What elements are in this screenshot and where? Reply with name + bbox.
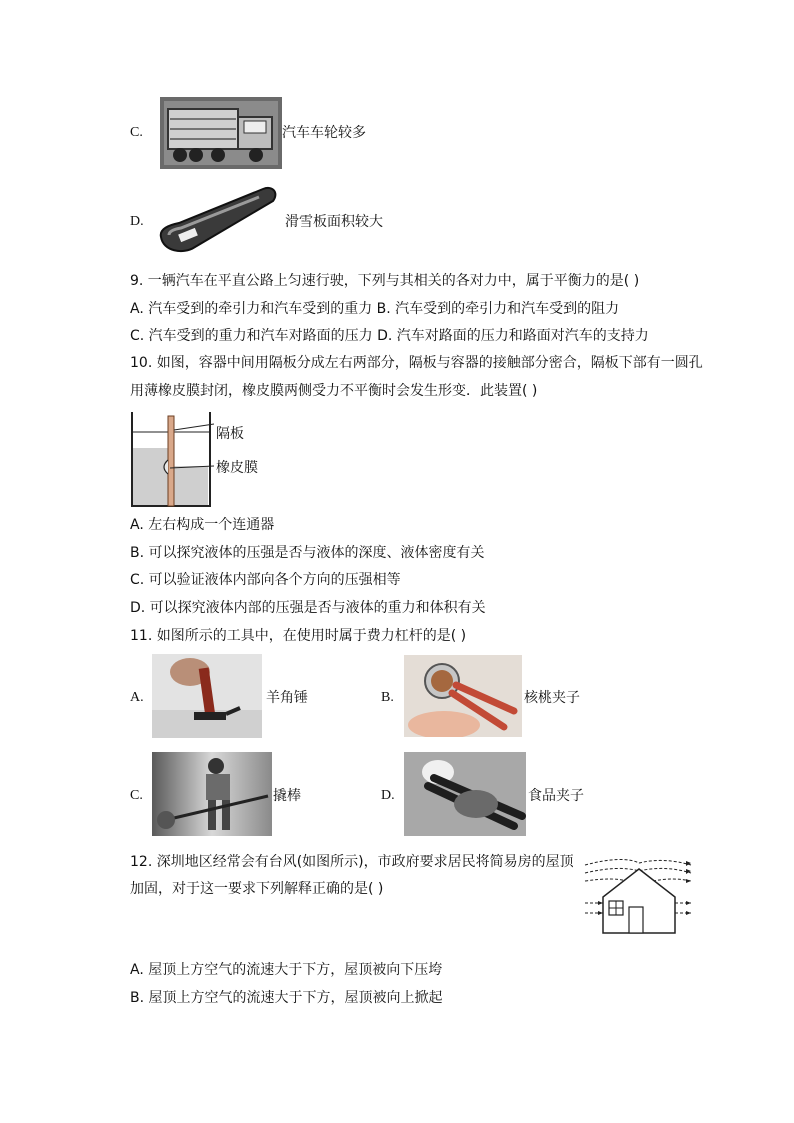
- partition-label: 隔板: [216, 426, 244, 442]
- q11-option-a-text: 羊角锤: [266, 690, 308, 706]
- question-10-option-d: D. 可以探究液体内部的压强是否与液体的重力和体积有关: [130, 600, 486, 616]
- snowboard-photo: [155, 185, 281, 257]
- claw-hammer-photo: [152, 654, 262, 738]
- membrane-leader-line: [170, 462, 216, 472]
- q11-option-a-letter: A.: [130, 690, 144, 705]
- question-10-option-b: B. 可以探究液体的压强是否与液体的深度、液体密度有关: [130, 545, 485, 561]
- truck-photo: [160, 97, 282, 169]
- question-12-stem-line2: 加固，对于这一要求下列解释正确的是( ): [130, 881, 384, 897]
- question-10-option-c: C. 可以验证液体内部向各个方向的压强相等: [130, 572, 401, 588]
- q11-option-b-letter: B.: [381, 690, 394, 705]
- q11-option-c-letter: C.: [130, 788, 143, 803]
- question-9-stem: 9. 一辆汽车在平直公路上匀速行驶，下列与其相关的各对力中，属于平衡力的是( ): [130, 273, 640, 289]
- question-12-option-a: A. 屋顶上方空气的流速大于下方，屋顶被向下压垮: [130, 962, 443, 978]
- food-tongs-photo: [404, 752, 526, 836]
- nutcracker-photo: [404, 655, 522, 737]
- question-12-option-b: B. 屋顶上方空气的流速大于下方，屋顶被向上掀起: [130, 990, 443, 1006]
- option-d-letter: D.: [130, 214, 144, 229]
- question-10-stem-line2: 用薄橡皮膜封闭，橡皮膜两侧受力不平衡时会发生形变．此装置( ): [130, 383, 538, 399]
- question-9-options-row2: C. 汽车受到的重力和汽车对路面的压力 D. 汽车对路面的压力和路面对汽车的支持力: [130, 328, 649, 344]
- crowbar-photo: [152, 752, 272, 836]
- option-c-text: 汽车车轮较多: [282, 125, 366, 141]
- q11-option-c-text: 撬棒: [273, 788, 301, 804]
- q11-option-b-text: 核桃夹子: [524, 690, 580, 706]
- question-12-stem-line1: 12. 深圳地区经常会有台风(如图所示)，市政府要求居民将简易房的屋顶: [130, 854, 574, 870]
- question-11-stem: 11. 如图所示的工具中，在使用时属于费力杠杆的是( ): [130, 628, 467, 644]
- question-9-options-row1: A. 汽车受到的牵引力和汽车受到的重力 B. 汽车受到的牵引力和汽车受到的阻力: [130, 301, 620, 317]
- q11-option-d-letter: D.: [381, 788, 395, 803]
- question-10-stem-line1: 10. 如图，容器中间用隔板分成左右两部分，隔板与容器的接触部分密合，隔板下部有一圆孔: [130, 355, 703, 371]
- option-c-letter: C.: [130, 125, 143, 140]
- question-10-option-a: A. 左右构成一个连通器: [130, 517, 275, 533]
- option-d-text: 滑雪板面积较大: [285, 214, 383, 230]
- typhoon-house-diagram: [583, 855, 695, 937]
- membrane-label: 橡皮膜: [216, 460, 258, 476]
- q11-option-d-text: 食品夹子: [528, 788, 584, 804]
- partition-leader-line: [174, 418, 216, 432]
